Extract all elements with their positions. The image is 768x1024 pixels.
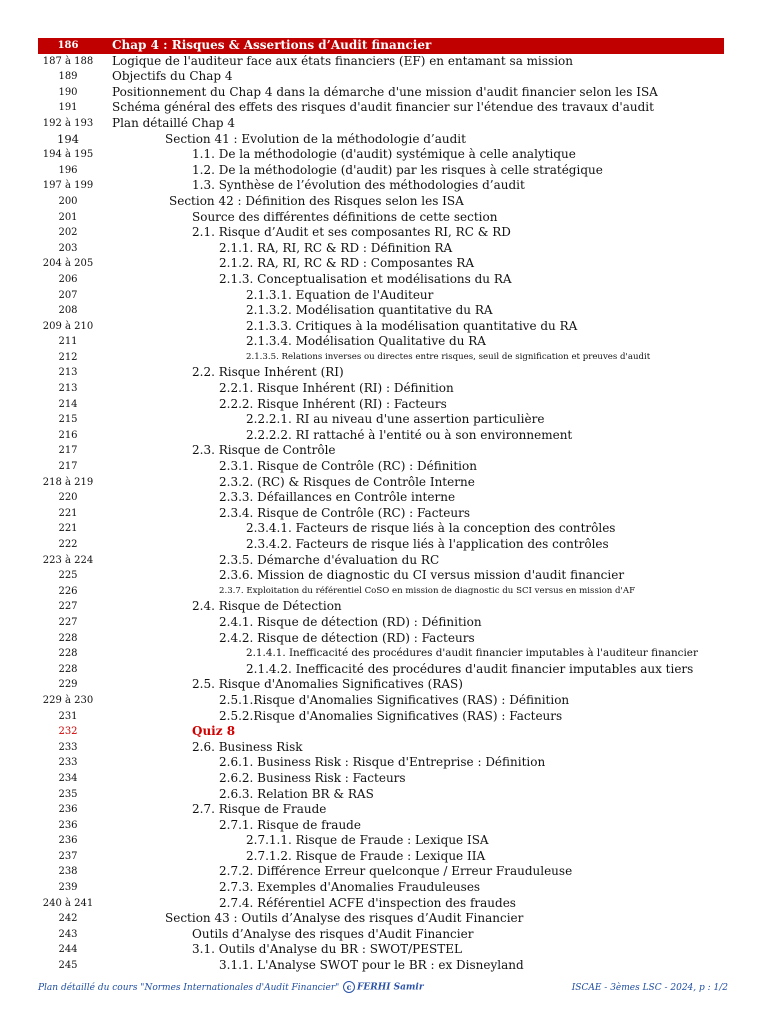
- toc-row: [38, 116, 724, 132]
- toc-entry-title: 2.3. Risque de Contrôle: [192, 443, 336, 458]
- toc-row: [38, 272, 724, 288]
- page-number: 187 à 188: [42, 55, 94, 67]
- page-number: 225: [58, 570, 78, 582]
- toc-entry-title: Objectifs du Chap 4: [112, 69, 233, 84]
- toc-entry-title: 2.2.1. Risque Inhérent (RI) : Définition: [219, 381, 454, 396]
- toc-row: [38, 147, 724, 163]
- toc-entry-title: 2.7. Risque de Fraude: [192, 802, 327, 817]
- toc-row: [38, 521, 724, 537]
- toc-row: [38, 490, 724, 506]
- toc-row: [38, 740, 724, 756]
- toc-entry-title: 2.2.2.2. RI rattaché à l'entité ou à son environnement: [246, 427, 573, 442]
- page-number: 240 à 241: [42, 897, 94, 909]
- page-number: 223 à 224: [42, 554, 94, 566]
- toc-row: [38, 210, 724, 226]
- page-number: 211: [58, 336, 78, 348]
- toc-entry-title: 2.7.1. Risque de fraude: [219, 817, 361, 832]
- page-number: 228: [58, 632, 78, 644]
- page-number: 215: [58, 414, 78, 426]
- toc-entry-title: 2.3.4.1. Facteurs de risque liés à la conception des contrôles: [246, 521, 616, 536]
- toc-row: [38, 553, 724, 569]
- toc-row: [38, 693, 724, 709]
- toc-row: [38, 506, 724, 522]
- toc-row: [38, 584, 724, 600]
- toc-row: [38, 662, 724, 678]
- toc-row: [38, 100, 724, 116]
- toc-row: [38, 849, 724, 865]
- page-number: 192 à 193: [42, 117, 94, 129]
- toc-entry-title: 2.3.3. Défaillances en Contrôle interne: [219, 490, 456, 505]
- page-number: 238: [58, 866, 78, 878]
- page-number: 222: [58, 539, 78, 550]
- toc-entry-title: Plan détaillé Chap 4: [112, 115, 235, 130]
- page-number: 217: [58, 445, 78, 457]
- toc-entry-title: 2.1.3. Conceptualisation et modélisations du RA: [219, 271, 512, 286]
- page-number: 201: [58, 211, 78, 223]
- toc-row: [38, 896, 724, 912]
- toc-row: [38, 303, 724, 319]
- toc-row: [38, 459, 724, 475]
- toc-entry-title: 2.2. Risque Inhérent (RI): [192, 365, 344, 380]
- toc-row: [38, 599, 724, 615]
- toc-entry-title: Section 43 : Outils d’Analyse des risques d’Audit Financier: [165, 911, 524, 926]
- toc-row: [38, 646, 724, 662]
- toc-entry-title: 2.3.7. Exploitation du référentiel CoSO en mission de diagnostic du SCI versus en mission d'AF: [219, 585, 636, 596]
- toc-row: [38, 771, 724, 787]
- toc-entry-title: 2.5.1.Risque d'Anomalies Significatives (RAS) : Définition: [219, 692, 570, 707]
- toc-row: [38, 615, 724, 631]
- toc-row: [38, 163, 724, 179]
- toc-entry-title: 2.1.3.1. Equation de l'Auditeur: [246, 287, 434, 302]
- page-number: 236: [58, 835, 78, 847]
- toc-row: [38, 880, 724, 896]
- toc-entry-title: 2.3.6. Mission de diagnostic du CI versus mission d'audit financier: [219, 568, 625, 583]
- toc-entry-title: 2.5. Risque d'Anomalies Significatives (RAS): [192, 677, 463, 692]
- page-number: 208: [58, 305, 78, 317]
- toc-row: [38, 241, 724, 257]
- toc-entry-title: Source des différentes définitions de cette section: [192, 209, 498, 224]
- toc-entry-title: Logique de l'auditeur face aux états financiers (EF) en entamant sa mission: [112, 53, 573, 68]
- toc-row: [38, 942, 724, 958]
- toc-row: [38, 178, 724, 194]
- toc-entry-title: 2.3.5. Démarche d'évaluation du RC: [219, 552, 440, 567]
- page-number: 233: [58, 757, 78, 769]
- toc-entry-title: 2.7.1.1. Risque de Fraude : Lexique ISA: [246, 833, 489, 848]
- toc-entry-title: 2.4.1. Risque de détection (RD) : Définition: [219, 614, 482, 629]
- page-number: 233: [58, 741, 78, 753]
- page-number: 229 à 230: [42, 694, 94, 706]
- page-number: 196: [58, 164, 78, 176]
- toc-table: [38, 38, 724, 974]
- toc-row: [38, 334, 724, 350]
- toc-row: [38, 475, 724, 491]
- page-number: 227: [58, 616, 78, 628]
- page-number: 234: [58, 772, 78, 784]
- toc-entry-title: 2.3.4. Risque de Contrôle (RC) : Facteurs: [219, 505, 470, 520]
- page-number: 213: [58, 383, 78, 395]
- toc-entry-title: 2.6. Business Risk: [192, 739, 303, 754]
- toc-row: [38, 397, 724, 413]
- toc-entry-title: 2.1.1. RA, RI, RC & RD : Définition RA: [219, 240, 453, 255]
- page-number: 202: [58, 227, 78, 239]
- toc-entry-title: 2.1.3.4. Modélisation Qualitative du RA: [246, 334, 486, 349]
- toc-row: [38, 428, 724, 444]
- footer-author-name: FERHI Samir: [357, 982, 424, 993]
- toc-row: [38, 319, 724, 335]
- toc-entry-title: 2.7.3. Exemples d'Anomalies Frauduleuses: [219, 880, 481, 895]
- toc-entry-title: 2.7.4. Référentiel ACFE d'inspection des fraudes: [219, 895, 516, 910]
- toc-row: [38, 677, 724, 693]
- toc-row: [38, 537, 724, 553]
- copyright-icon: c: [343, 981, 355, 993]
- toc-entry-title: 1.3. Synthèse de l’évolution des méthodologies d’audit: [192, 178, 525, 193]
- page-number: 245: [58, 960, 78, 972]
- page-number: 206: [58, 273, 78, 285]
- page-number: 231: [58, 710, 78, 722]
- page-number: 232: [58, 726, 78, 738]
- toc-row: [38, 568, 724, 584]
- page-number: 190: [58, 86, 78, 98]
- footer-page-info: ISCAE - 3èmes LSC - 2024, p : 1/2: [571, 983, 728, 993]
- toc-row: [38, 787, 724, 803]
- toc-row: [38, 958, 724, 974]
- toc-entry-title: 2.3.4.2. Facteurs de risque liés à l'application des contrôles: [246, 537, 609, 551]
- toc-entry-title: 2.3.1. Risque de Contrôle (RC) : Définition: [219, 459, 477, 474]
- toc-entry-title: 1.1. De la méthodologie (d'audit) systémique à celle analytique: [192, 147, 576, 162]
- page-number: 209 à 210: [42, 320, 94, 332]
- toc-entry-title: Outils d’Analyse des risques d'Audit Financier: [192, 926, 474, 941]
- toc-entry-title: 2.4. Risque de Détection: [192, 599, 342, 614]
- page-number: 239: [58, 882, 78, 894]
- toc-row: [38, 381, 724, 397]
- toc-entry-title: 3.1. Outils d'Analyse du BR : SWOT/PESTEL: [192, 942, 462, 957]
- toc-row: [38, 256, 724, 272]
- page-number: 235: [58, 788, 78, 800]
- toc-entry-title: 2.1.3.5. Relations inverses ou directes entre risques, seuil de signification et preuves d'audit: [246, 351, 651, 362]
- toc-entry-title: 2.5.2.Risque d'Anomalies Significatives (RAS) : Facteurs: [219, 708, 563, 723]
- toc-row: [38, 412, 724, 428]
- toc-entry-title: 2.4.2. Risque de détection (RD) : Facteurs: [219, 630, 475, 645]
- toc-row: [38, 288, 724, 304]
- page-number: 236: [58, 819, 78, 831]
- page-number: 213: [58, 367, 78, 379]
- page-number: 214: [58, 398, 78, 410]
- footer-course-title: Plan détaillé du cours "Normes Internationales d'Audit Financier": [38, 983, 340, 993]
- page-number: 226: [58, 585, 78, 597]
- page-number: 237: [58, 850, 78, 862]
- toc-entry-title: 2.1.3.2. Modélisation quantitative du RA: [246, 303, 493, 318]
- page-number: 244: [58, 944, 78, 956]
- page-number: 204 à 205: [42, 258, 94, 270]
- toc-row: [38, 443, 724, 459]
- toc-row: [38, 350, 724, 366]
- page-number: 242: [58, 913, 78, 925]
- toc-entry-title: 2.7.1.2. Risque de Fraude : Lexique IIA: [246, 848, 486, 863]
- toc-entry-title: 1.2. De la méthodologie (d'audit) par les risques à celle stratégique: [192, 162, 603, 177]
- page-number: 220: [58, 492, 78, 504]
- toc-entry-title: 2.1.2. RA, RI, RC & RD : Composantes RA: [219, 256, 475, 271]
- toc-row: [38, 864, 724, 880]
- toc-entry-title: Positionnement du Chap 4 dans la démarche d'une mission d'audit financier selon les ISA: [112, 84, 658, 99]
- page-number: 203: [58, 242, 78, 254]
- toc-entry-title: 2.6.3. Relation BR & RAS: [219, 786, 374, 801]
- page-number: 186: [57, 40, 79, 51]
- toc-row: [38, 709, 724, 725]
- toc-entry-title: Section 42 : Définition des Risques selon les ISA: [169, 193, 464, 208]
- toc-row: [38, 802, 724, 818]
- chapter-header-row: [38, 38, 724, 54]
- page-number: 221: [58, 523, 78, 535]
- toc-entry-title: Chap 4 : Risques & Assertions d’Audit financier: [112, 38, 432, 52]
- toc-row: [38, 833, 724, 849]
- page-number: 197 à 199: [42, 180, 94, 192]
- toc-row: [38, 755, 724, 771]
- toc-entry-title: 2.1.4.2. Inefficacité des procédures d'audit financier imputables aux tiers: [246, 661, 694, 676]
- toc-row: [38, 54, 724, 70]
- page-number: 228: [58, 663, 78, 675]
- page-number: 191: [58, 102, 78, 114]
- toc-row: [38, 911, 724, 927]
- page-number: 194: [57, 131, 79, 146]
- toc-row: [38, 85, 724, 101]
- toc-row: [38, 365, 724, 381]
- toc-row: [38, 818, 724, 834]
- toc-entry-title: 2.1. Risque d’Audit et ses composantes RI, RC & RD: [192, 225, 511, 240]
- toc-entry-title: 2.1.3.3. Critiques à la modélisation quantitative du RA: [246, 318, 578, 333]
- page-number: 228: [58, 648, 78, 660]
- toc-entry-title: 2.2.2.1. RI au niveau d'une assertion particulière: [246, 412, 545, 427]
- toc-entry-title: Section 41 : Evolution de la méthodologie d’audit: [165, 131, 466, 146]
- footer-author: [343, 981, 424, 993]
- toc-entry-title: Quiz 8: [192, 724, 236, 739]
- toc-entry-title: 2.2.2. Risque Inhérent (RI) : Facteurs: [219, 396, 447, 411]
- toc-row: [38, 927, 724, 943]
- page-number: 216: [58, 429, 78, 441]
- page-number: 200: [58, 195, 78, 207]
- page-number: 236: [58, 804, 78, 816]
- page-number: 212: [58, 351, 78, 363]
- toc-entry-title: 2.6.2. Business Risk : Facteurs: [219, 770, 406, 785]
- toc-row: [38, 225, 724, 241]
- toc-entry-title: 2.3.2. (RC) & Risques de Contrôle Interne: [219, 474, 475, 489]
- page-number: 227: [58, 601, 78, 613]
- toc-entry-title: Schéma général des effets des risques d'audit financier sur l'étendue des travaux d'audit: [112, 100, 654, 115]
- toc-entry-title: 3.1.1. L'Analyse SWOT pour le BR : ex Disneyland: [219, 958, 524, 973]
- toc-entry-title: 2.6.1. Business Risk : Risque d'Entreprise : Définition: [219, 755, 546, 770]
- page-number: 194 à 195: [42, 149, 94, 161]
- page-footer: [0, 980, 768, 998]
- toc-entry-title: 2.1.4.1. Inefficacité des procédures d'audit financier imputables à l'auditeur financier: [246, 647, 698, 660]
- quiz-row: [38, 724, 724, 740]
- page-number: 218 à 219: [42, 476, 94, 488]
- page-number: 221: [58, 507, 78, 519]
- toc-row: [38, 194, 724, 210]
- toc-row: [38, 69, 724, 85]
- page-number: 207: [58, 289, 78, 301]
- page-number: 229: [58, 679, 78, 691]
- toc-row: [38, 631, 724, 647]
- page-number: 189: [58, 71, 78, 83]
- toc-row: [38, 132, 724, 148]
- page-number: 243: [58, 928, 78, 940]
- toc-entry-title: 2.7.2. Différence Erreur quelconque / Erreur Frauduleuse: [219, 864, 573, 879]
- page-number: 217: [58, 461, 78, 473]
